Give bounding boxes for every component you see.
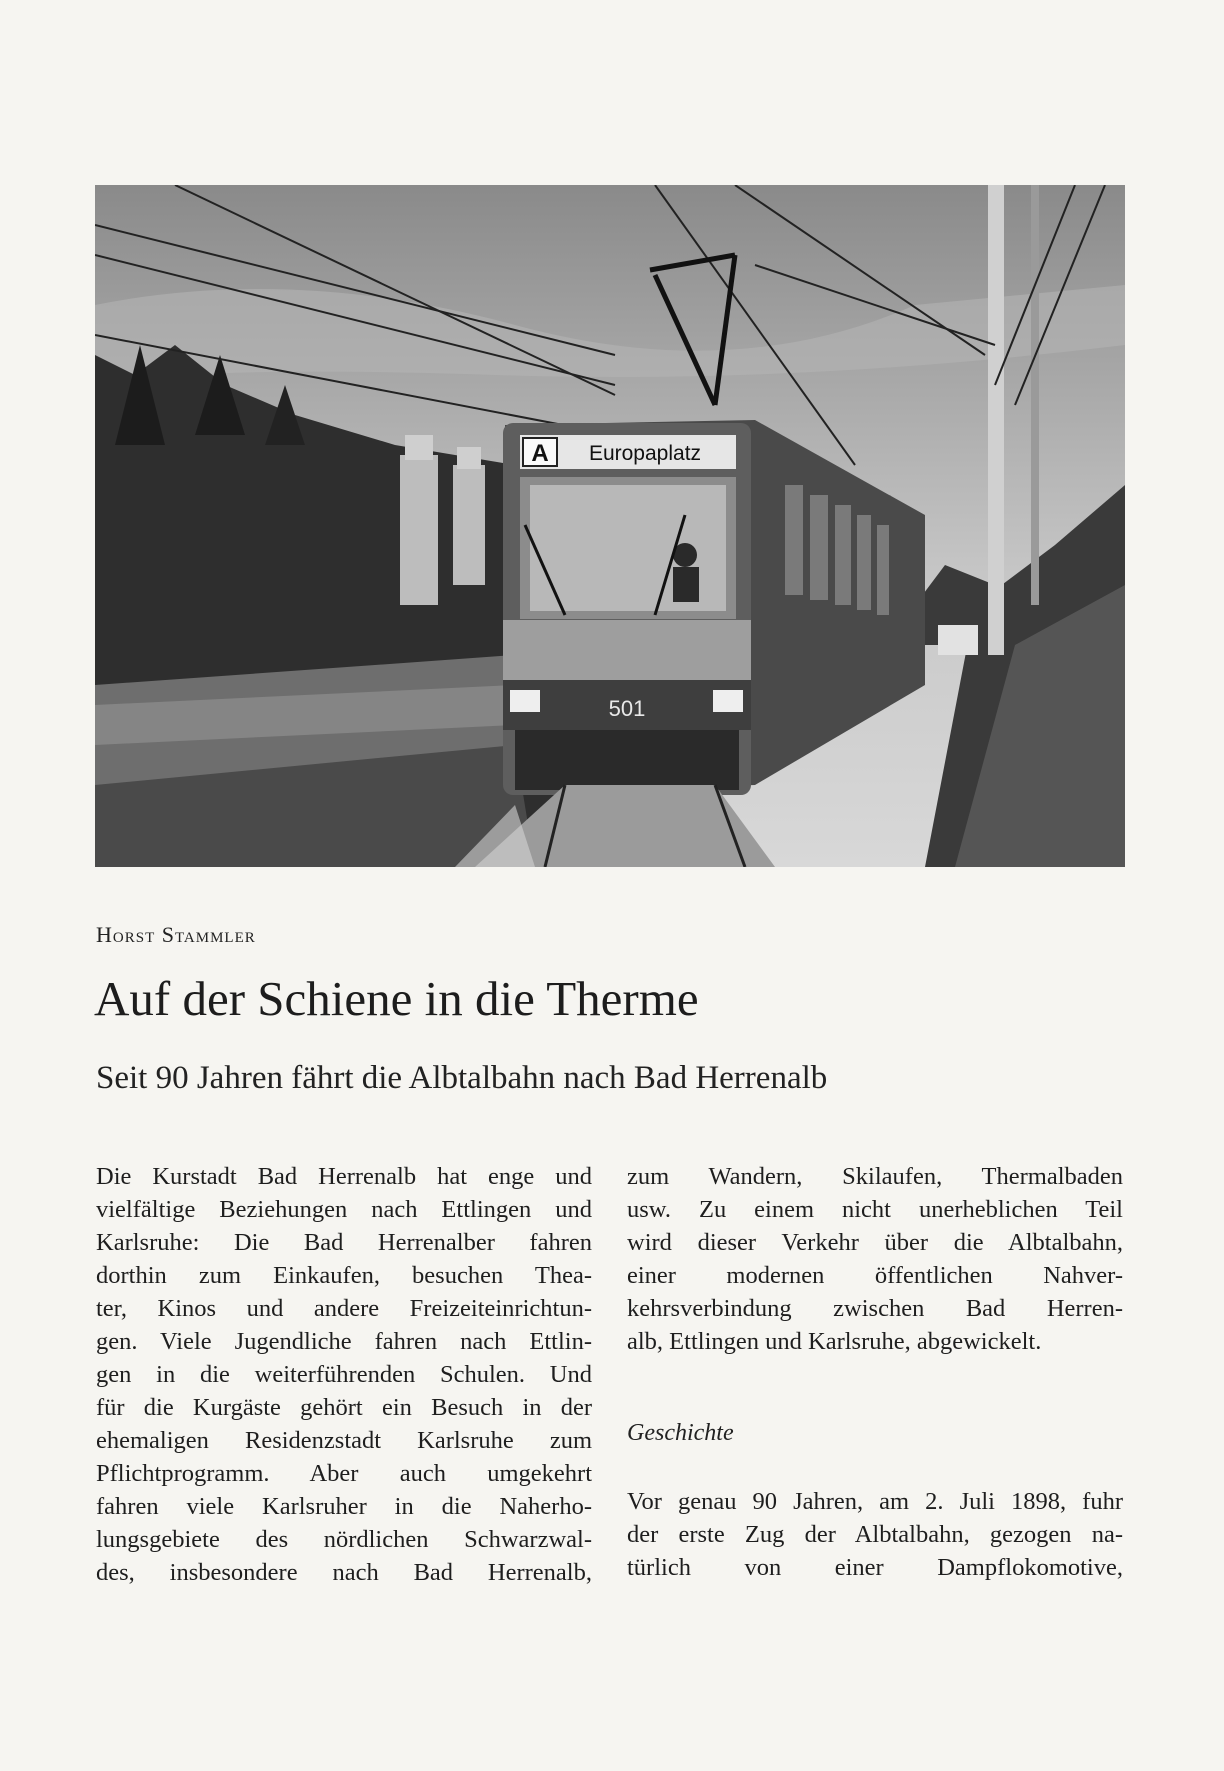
- text-line: türlich von einer Dampflokomotive,: [627, 1554, 1123, 1581]
- tram-vehicle-number: 501: [608, 696, 646, 721]
- tram-destination-sign: Europaplatz: [588, 442, 702, 465]
- text-line: lungsgebiete des nördlichen Schwarzwal-: [96, 1526, 592, 1553]
- text-line: ehemaligen Residenzstadt Karlsruhe zum: [96, 1427, 592, 1454]
- text-line: dorthin zum Einkaufen, besuchen Thea-: [96, 1262, 592, 1289]
- tram-photo-illustration: [95, 185, 1125, 867]
- text-line: gen in die weiterführenden Schulen. Und: [96, 1361, 592, 1388]
- body-column-right-top: [627, 1160, 1123, 1358]
- text-line: Die Kurstadt Bad Herrenalb hat enge und: [96, 1163, 592, 1190]
- article-subtitle: Seit 90 Jahren fährt die Albtalbahn nach Bad Herrenalb: [96, 1060, 828, 1096]
- text-line: für die Kurgäste gehört ein Besuch in der: [96, 1394, 592, 1421]
- text-line: alb, Ettlingen und Karlsruhe, abgewickelt.: [627, 1328, 1042, 1355]
- section-heading-geschichte: Geschichte: [627, 1420, 734, 1446]
- text-line: usw. Zu einem nicht unerheblichen Teil: [627, 1196, 1123, 1223]
- text-line: gen. Viele Jugendliche fahren nach Ettlin-: [96, 1328, 592, 1355]
- author-name: Horst Stammler: [96, 922, 256, 947]
- text-line: wird dieser Verkehr über die Albtalbahn,: [627, 1229, 1123, 1256]
- tram-line-letter: A: [531, 440, 549, 467]
- body-column-left: [96, 1160, 592, 1589]
- text-line: vielfältige Beziehungen nach Ettlingen und: [96, 1196, 592, 1223]
- text-line: kehrsverbindung zwischen Bad Herren-: [627, 1295, 1123, 1322]
- body-column-right-bottom: [627, 1485, 1123, 1584]
- text-line: zum Wandern, Skilaufen, Thermalbaden: [627, 1163, 1123, 1190]
- text-line: einer modernen öffentlichen Nahver-: [627, 1262, 1123, 1289]
- text-line: ter, Kinos und andere Freizeiteinrichtun-: [96, 1295, 592, 1322]
- text-line: Vor genau 90 Jahren, am 2. Juli 1898, fuhr: [627, 1488, 1123, 1515]
- tram-photograph: [95, 185, 1125, 867]
- text-line: der erste Zug der Albtalbahn, gezogen na-: [627, 1521, 1123, 1548]
- text-line: fahren viele Karlsruher in die Naherho-: [96, 1493, 592, 1520]
- text-line: Pflichtprogramm. Aber auch umgekehrt: [96, 1460, 592, 1487]
- text-line: Karlsruhe: Die Bad Herrenalber fahren: [96, 1229, 592, 1256]
- text-line: des, insbesondere nach Bad Herrenalb,: [96, 1559, 592, 1586]
- article-title: Auf der Schiene in die Therme: [94, 971, 699, 1026]
